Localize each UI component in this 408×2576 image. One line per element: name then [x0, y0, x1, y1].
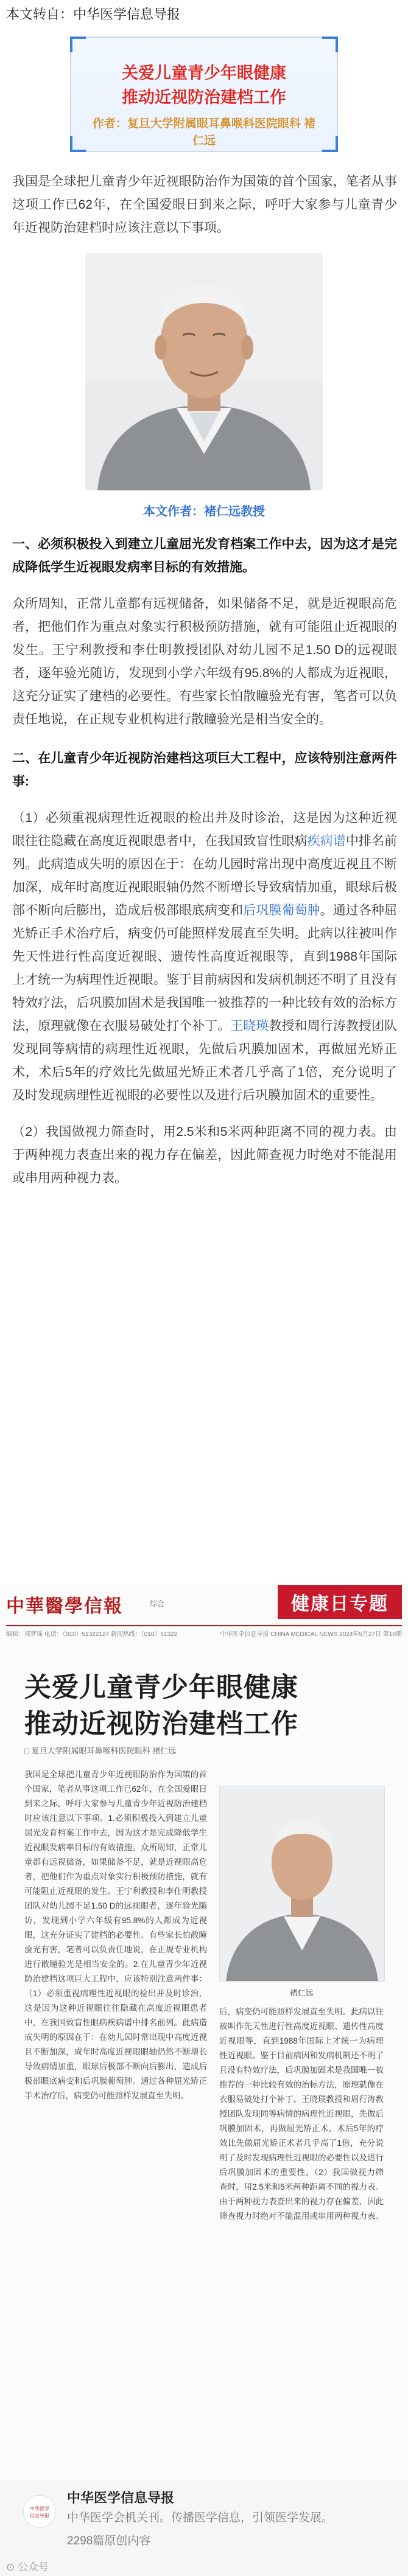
link-disease-spectrum[interactable]: 疾病谱: [307, 834, 346, 848]
newspaper-column-2: 后，病变仍可能照样发展直至失明。此病以往被叫作先天性进行性高度近视眼、遗传性高度近视眼等，直到1988年国际上才统一为病理性近视眼。鉴于目前病因和发病机制还不明了且没有特效疗法，后巩膜加固术是我国唯一被推荐的一种比较有效的治标方法，原理就像在衣服易破处打个补丁。王晓瑛教授和周行涛教授团队发现同等病情的病理性近视眼，先做后巩膜加固术，再做屈光矫正术，术后5年的疗效比先做屈光矫正术者几乎高了1倍，充分说明了及时发现病理性近视眼的必要性以及进行后巩膜加固术的重要性。（2）我国做视力筛查时，用2.5米和5米两种距离不同的视力表。由于两种视力表查出来的视力存在偏差，因此筛查视力时绝对不能混用或串用两种视力表。: [219, 2007, 384, 2221]
portrait-caption: 本文作者：褚仁远教授: [143, 505, 265, 518]
newspaper-logo: 中華醫學信報: [6, 1596, 123, 1617]
newspaper-edition: 综合: [150, 1600, 165, 1608]
article-author: 作者：复旦大学附属眼耳鼻喉科医院眼科 褚仁远: [92, 117, 316, 147]
account-article-count: 2298篇原创内容: [67, 2535, 151, 2547]
official-account-label: [6, 2558, 49, 2574]
article-title-card: [70, 37, 338, 152]
meta-right: 中华医学信息导报 CHINA MEDICAL NEWS 2024年5月27日 第10期: [220, 1631, 402, 1638]
author-portrait[interactable]: [85, 253, 323, 490]
meta-left: 编辑：郑梦瑶 电话：（010）51322127 新闻热线：（010）51322: [6, 1631, 178, 1638]
section2-point1: [12, 807, 397, 1107]
text-span: 中排名前列。此病造成失明的原因在于：在幼儿园时常出现中高度近视且不断加深，成年时高度近视眼眼轴仍然不断增长导致病情加重，眼球后极部不断向后膨出，造成后极部眼底病变和: [12, 834, 398, 917]
repost-source: 本文转自：中华医学信息导报: [6, 7, 181, 22]
wechat-icon: ⊙: [6, 2561, 18, 2573]
newspaper-scan[interactable]: [0, 1585, 408, 2479]
text-span: （1）必须重视病理性近视眼的检出并及时诊治，这是因为这种近视眼往往隐藏在高度近视眼患者中，在我国致盲性眼病: [12, 811, 397, 848]
brand-text: 公众号: [17, 2561, 49, 2573]
link-wang-xiaoying[interactable]: 王晓瑛: [230, 1019, 269, 1033]
article-title-line1: 关爱儿童青少年眼健康: [122, 64, 286, 82]
section2-heading: 二、在儿童青少年近视防治建档这项巨大工程中，应该特别注意两件事:: [12, 751, 397, 788]
special-topic-banner: 健康日专题: [278, 1585, 402, 1619]
account-description: 中华医学会机关刊。传播医学信息，引领医学发展。: [67, 2512, 334, 2524]
account-name: 中华医学信息导报: [67, 2490, 175, 2505]
newspaper-photo-caption: 褚仁远: [289, 1988, 314, 1997]
section2-point2: （2）我国做视力筛查时，用2.5米和5米两种距离不同的视力表。由于两种视力表查出来的视力存在偏差，因此筛查视力时绝对不能混用或串用两种视力表。: [12, 1125, 397, 1185]
account-avatar: [23, 2495, 56, 2528]
newspaper-title-line1: 关爱儿童青少年眼健康: [24, 1673, 298, 1702]
intro-paragraph: 我国是全球把儿童青少年近视眼防治作为国策的首个国家，笔者从事这项工作已62年，在全国爱眼日到来之际，呼吁大家参与儿童青少年近视防治建档时应该注意以下事项。: [12, 175, 397, 235]
svg-text:信息导报: 信息导报: [30, 2513, 49, 2519]
corner-decoration: [70, 37, 86, 52]
corner-decoration: [322, 136, 338, 152]
newspaper-meta: [6, 1625, 402, 1638]
svg-text:中华医学: 中华医学: [30, 2506, 49, 2512]
newspaper-photo: [219, 1786, 385, 1982]
link-posterior-staphyloma[interactable]: 后巩膜葡萄肿: [243, 903, 320, 917]
newspaper-byline: □ 复旦大学附属眼耳鼻喉科医院眼科 褚仁远: [24, 1746, 177, 1755]
account-card[interactable]: [0, 2479, 408, 2576]
text-span: 。通过各种屈光矫正手术治疗后，病变仍可能照样发展直至失明。此病以往被叫作先天性进行性高度近视眼、遗传性高度近视眼等，直到1988年国际上才统一为病理性近视眼。鉴于目前病因和发病机制还不明了且没有特效疗法，后巩膜加固术是我国唯一被推荐的一种比较有效的治标方法，原理就像在衣服易破处打个补丁。: [12, 903, 398, 1033]
newspaper-header: [6, 1585, 402, 1621]
newspaper-column-1: 我国是全球把儿童青少年近视眼防治作为国策的首个国家，笔者从事这项工作已62年，在全国爱眼日到来之际，呼吁大家参与儿童青少年近视防治建档时应该注意以下事项。1.必须积极投入到建立儿童屈光发育档案工作中去，因为这才是完成降低学生近视眼发病率目标的有效措施。众所周知，正常儿童都有远视储备，如果储备不足，就是近视眼高危者，把他们作为重点对象实行积极预防措施，就有可能阻止近视眼的发生。王宁利教授和李仕明教授团队对幼儿园不足1.50 D的远视眼者，逐年验光随访，发现到小学六年级有95.8%的人都成为近视眼，这充分证实了建档的必要性。有些家长怕散瞳验光有害，笔者可以负责任地说，在正规专业机构进行散瞳验光是相当安全的。2.在儿童青少年近视防治建档这项巨大工程中，应该特别注意两件事：（1）必须重视病理性近视眼的检出并及时诊治，这是因为这种近视眼往往隐藏在高度近视眼患者中，在我国致盲性眼病疾病谱中排名前列。此病造成失明的原因在于：在幼儿园时常出现中高度近视且不断加深，成年时高度近视眼眼轴仍然不断增长导致病情加重，眼球后极部不断向后膨出，造成后极部眼底病变和后巩膜葡萄肿。通过各种屈光矫正手术治疗后，病变仍可能照样发展直至失明。: [24, 1770, 207, 2100]
corner-decoration: [322, 37, 338, 52]
corner-decoration: [70, 136, 86, 152]
text-span: 教授和周行涛教授团队发现同等病情的病理性近视眼，先做后巩膜加固术，再做屈光矫正术，术后5年的疗效比先做屈光矫正术者几乎高了1倍，充分说明了及时发现病理性近视眼的必要性以及进行后巩膜加固术的重要性。: [12, 1019, 398, 1102]
article-title-line2: 推动近视防治建档工作: [122, 88, 286, 106]
section1-body: 众所周知，正常儿童都有远视储备，如果储备不足，就是近视眼高危者，把他们作为重点对象实行积极预防措施，就有可能阻止近视眼的发生。王宁利教授和李仕明教授团队对幼儿园不足1.50 D的远视眼者，逐年验光随访，发现到小学六年级有95.8%的人都成为近视眼，这充分证实了建档的必要性。有些家长怕散瞳验光有害，笔者可以负责任地说，在正规专业机构进行散瞳验光是相当安全的。: [12, 597, 397, 726]
newspaper-title-line2: 推动近视防治建档工作: [24, 1709, 298, 1739]
section1-heading: 一、必须积极投入到建立儿童屈光发育档案工作中去，因为这才是完成降低学生近视眼发病率目标的有效措施。: [12, 537, 397, 574]
